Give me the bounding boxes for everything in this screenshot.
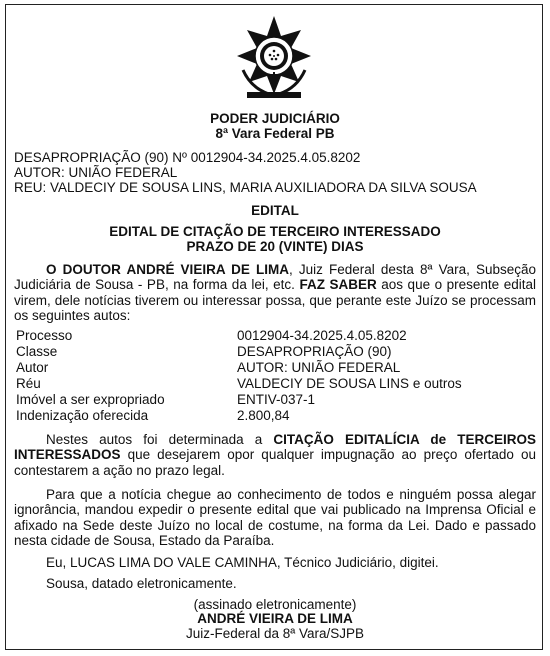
table-row: Réu VALDECIY DE SOUSA LINS e outros bbox=[16, 376, 462, 391]
date-paragraph: Sousa, datado eletronicamente. bbox=[46, 576, 237, 591]
intro-paragraph: O DOUTOR ANDRÉ VIEIRA DE LIMA, Juiz Federal desta 8ª Vara, Subseção Judiciária de Sousa - PB, na forma da lei, etc. FAZ SABER aos que o presente edital virem, dele notícias tiverem ou interessar possa, que perante este Juízo se processam os seguintes autos: bbox=[14, 262, 536, 324]
signature-role: Juiz-Federal da 8ª Vara/SJPB bbox=[185, 626, 365, 641]
case-author-line: AUTOR: UNIÃO FEDERAL bbox=[14, 165, 178, 180]
table-row: Classe DESAPROPRIAÇÃO (90) bbox=[16, 344, 392, 359]
table-row: Processo 0012904-34.2025.4.05.8202 bbox=[16, 328, 407, 343]
table-row: Imóvel a ser expropriado ENTIV-037-1 bbox=[16, 392, 316, 407]
edital-deadline: PRAZO DE 20 (VINTE) DIAS bbox=[186, 239, 364, 254]
signature-name: ANDRÉ VIEIRA DE LIMA bbox=[197, 611, 353, 626]
typist-paragraph: Eu, LUCAS LIMA DO VALE CAMINHA, Técnico Judiciário, digitei. bbox=[46, 555, 439, 570]
table-row: Indenização oferecida 2.800,84 bbox=[16, 408, 290, 423]
case-defendant-line: REU: VALDECIY DE SOUSA LINS, MARIA AUXILIADORA DA SILVA SOUSA bbox=[14, 180, 477, 195]
faz-saber: FAZ SABER bbox=[299, 277, 377, 293]
header-org: PODER JUDICIÁRIO bbox=[210, 111, 340, 126]
document-frame bbox=[5, 4, 543, 650]
edital-subtitle: EDITAL DE CITAÇÃO DE TERCEIRO INTERESSADO bbox=[109, 224, 441, 239]
publication-paragraph: Para que a notícia chegue ao conhecimento de todos e ninguém possa alegar ignorância, mandou expedir o presente edital que vai publicado na Imprensa Oficial e afixado na Sede deste Juízo no local de costume, na forma da Lei. Dado e passado nesta cidade de Sousa, Estado da Paraíba. bbox=[14, 487, 536, 549]
citation-bold: CITAÇÃO EDITALÍCIA de TERCEIROS INTERESSADOS bbox=[14, 432, 536, 463]
signature-note: (assinado eletronicamente) bbox=[193, 597, 357, 612]
header-court: 8ª Vara Federal PB bbox=[215, 126, 335, 141]
case-class-line: DESAPROPRIAÇÃO (90) Nº 0012904-34.2025.4.05.8202 bbox=[14, 150, 361, 165]
citation-paragraph: Nestes autos foi determinada a CITAÇÃO EDITALÍCIA de TERCEIROS INTERESSADOS que desejarem opor qualquer impugnação ao preço ofertado ou contestarem a ação no prazo legal. bbox=[14, 432, 536, 478]
judge-name: O DOUTOR ANDRÉ VIEIRA DE LIMA bbox=[46, 262, 290, 277]
brazil-coat-of-arms-icon bbox=[233, 14, 315, 100]
edital-title: EDITAL bbox=[251, 203, 299, 218]
case-details-table bbox=[16, 328, 462, 424]
table-row: Autor AUTOR: UNIÃO FEDERAL bbox=[16, 360, 401, 375]
